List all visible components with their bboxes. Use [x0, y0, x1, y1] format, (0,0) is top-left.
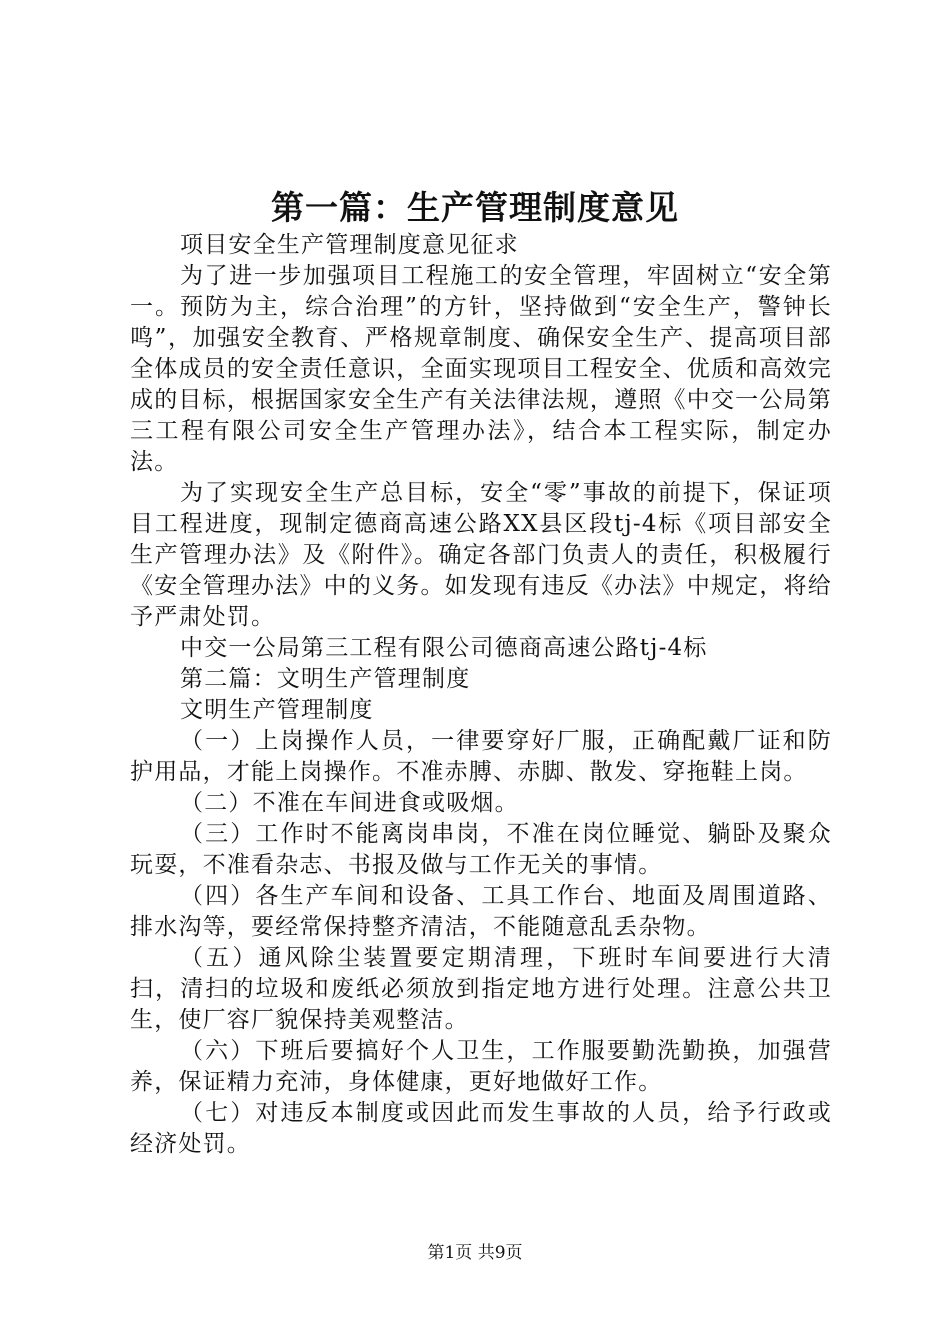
page-footer: 第1页 共9页 [427, 1243, 523, 1263]
paragraph-rule: （四）各生产车间和设备、工具工作台、地面及周围道路、排水沟等，要经常保持整齐清洁，不能随意乱丢杂物。 [130, 883, 832, 940]
paragraph-rule: （一）上岗操作人员，一律要穿好厂服，正确配戴厂证和防护用品，才能上岗操作。不准赤膊、赤脚、散发、穿拖鞋上岗。 [130, 728, 832, 785]
paragraph-section-heading: 第二篇：文明生产管理制度 [180, 666, 471, 692]
paragraph-rule: （二）不准在车间进食或吸烟。 [180, 790, 519, 816]
paragraph-rule: （七）对违反本制度或因此而发生事故的人员，给予行政或经济处罚。 [130, 1100, 832, 1157]
paragraph-subtitle: 项目安全生产管理制度意见征求 [180, 232, 519, 258]
document-body [130, 230, 832, 1160]
document-title: 第一篇：生产管理制度意见 [271, 188, 679, 227]
paragraph-subtitle: 文明生产管理制度 [180, 697, 374, 723]
paragraph: 为了进一步加强项目工程施工的安全管理，牢固树立“安全第一。预防为主，综合治理”的方针，坚持做到“安全生产，警钟长鸣”，加强安全教育、严格规章制度、确保安全生产、提高项目部全体成员的安全责任意识，全面实现项目工程安全、优质和高效完成的目标，根据国家安全生产有关法律法规，遵照《中交一公局第三工程有限公司安全生产管理办法》，结合本工程实际，制定办法。 [130, 263, 832, 475]
paragraph-signature: 中交一公局第三工程有限公司德商高速公路tj-4标 [180, 635, 708, 661]
paragraph-rule: （五）通风除尘装置要定期清理，下班时车间要进行大清扫，清扫的垃圾和废纸必须放到指定地方进行处理。注意公共卫生，使厂容厂貌保持美观整洁。 [130, 945, 832, 1033]
paragraph-rule: （六）下班后要搞好个人卫生，工作服要勤洗勤换，加强营养，保证精力充沛，身体健康，更好地做好工作。 [130, 1038, 832, 1095]
paragraph: 为了实现安全生产总目标，安全“零”事故的前提下，保证项目工程进度，现制定德商高速公路XX县区段tj-4标《项目部安全生产管理办法》及《附件》。确定各部门负责人的责任，积极履行《安全管理办法》中的义务。如发现有违反《办法》中规定，将给予严肃处罚。 [130, 480, 832, 630]
paragraph-rule: （三）工作时不能离岗串岗，不准在岗位睡觉、躺卧及聚众玩耍，不准看杂志、书报及做与工作无关的事情。 [130, 821, 832, 878]
